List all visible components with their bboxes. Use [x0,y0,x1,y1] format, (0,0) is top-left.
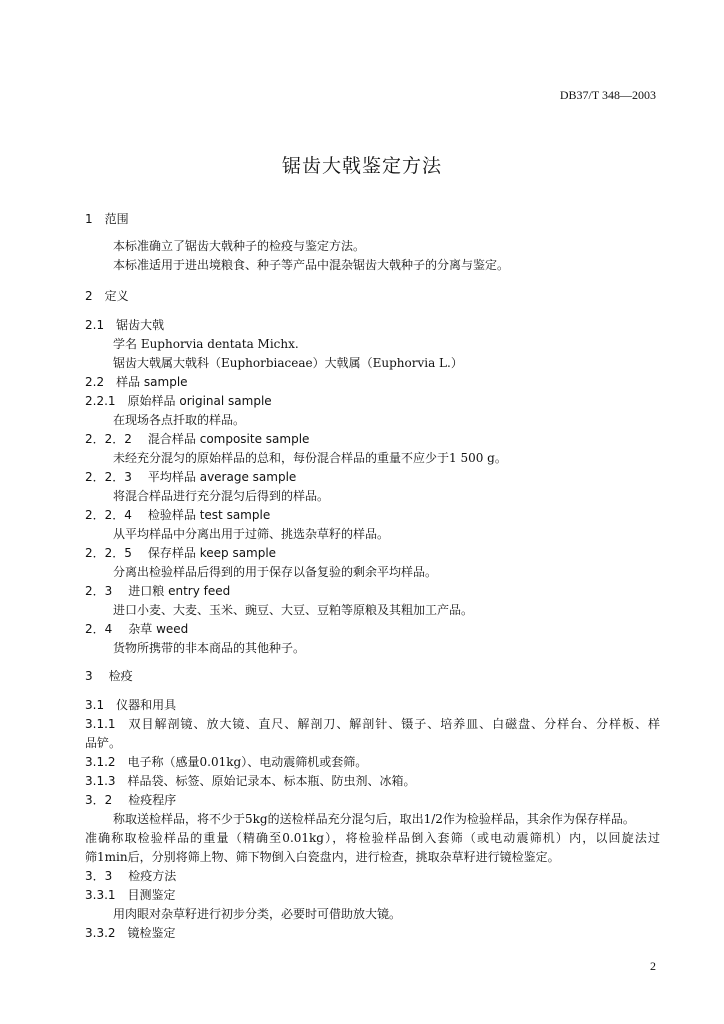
section-2-3-heading: 2．3 进口粮 entry feed [85,584,231,598]
section-2-2-2-heading: 2．2．2 混合样品 composite sample [85,432,310,446]
section-3-3-heading: 3．3 检疫方法 [85,869,177,883]
method-text: 用肉眼对杂草籽进行初步分类，必要时可借助放大镜。 [113,907,402,921]
section-2-heading: 2 定义 [85,289,129,303]
section-2-4-heading: 2．4 杂草 weed [85,622,189,636]
section-2-2-3-heading: 2．2．3 平均样品 average sample [85,470,297,484]
definition-text: 将混合样品进行充分混匀后得到的样品。 [113,489,330,503]
section-2-2-heading: 2.2 样品 sample [85,375,188,389]
definition-text: 在现场各点扦取的样品。 [113,413,246,427]
definition-text: 进口小麦、大麦、玉米、豌豆、大豆、豆粕等原粮及其粗加工产品。 [113,603,474,617]
section-2-2-5-heading: 2．2．5 保存样品 keep sample [85,546,277,560]
procedure-paragraph: 筛1min后，分别将筛上物、筛下物倒入白瓷盘内，进行检查，挑取杂草籽进行镜检鉴定。 [85,850,560,864]
scientific-name: 学名 Euphorvia dentata Michx. [113,337,299,351]
section-3-1-3-text: 3.1.3 样品袋、标签、原始记录本、标本瓶、防虫剂、冰箱。 [85,774,416,788]
section-1-paragraph: 本标准适用于进出境粮食、种子等产品中混杂锯齿大戟种子的分离与鉴定。 [113,258,510,272]
taxonomy-line: 锯齿大戟属大戟科（Euphorbiaceae）大戟属（Euphorvia L.） [113,356,463,370]
section-3-1-heading: 3.1 仪器和用具 [85,698,177,712]
procedure-paragraph: 准确称取检验样品的重量（精确至0.01kg），将检验样品倒入套筛（或电动震筛机）内，以回旋法过 [85,831,660,845]
section-3-3-2-heading: 3.3.2 镜检鉴定 [85,926,176,940]
definition-text: 分离出检验样品后得到的用于保存以备复验的剩余平均样品。 [113,565,438,579]
section-1-paragraph: 本标准确立了锯齿大戟种子的检疫与鉴定方法。 [113,239,366,253]
page-number: 2 [650,959,656,973]
standard-code: DB37/T 348—2003 [559,88,656,102]
section-3-1-1-text: 3.1.1 双目解剖镜、放大镜、直尺、解剖刀、解剖针、镊子、培养皿、白磁盘、分样台、分样板、样 [85,717,660,731]
section-1-heading: 1 范围 [85,212,129,226]
definition-text: 从平均样品中分离出用于过筛、挑选杂草籽的样品。 [113,527,390,541]
section-3-1-2-text: 3.1.2 电子称（感量0.01kg）、电动震筛机或套筛。 [85,755,368,769]
definition-text: 货物所携带的非本商品的其他种子。 [113,641,306,655]
section-3-3-1-heading: 3.3.1 目测鉴定 [85,888,176,902]
section-3-1-1-continued: 品铲。 [85,736,122,750]
page-title: 锯齿大戟鉴定方法 [281,155,442,177]
section-2-1-heading: 2.1 锯齿大戟 [85,318,165,332]
procedure-paragraph: 称取送检样品，将不少于5kg的送检样品充分混匀后，取出1/2作为检验样品，其余作为保存样品。 [113,812,635,826]
section-3-2-heading: 3．2 检疫程序 [85,793,177,807]
section-2-2-1-heading: 2.2.1 原始样品 original sample [85,394,272,408]
section-2-2-4-heading: 2．2．4 检验样品 test sample [85,508,271,522]
section-3-heading: 3 检疫 [85,669,133,683]
definition-text: 未经充分混匀的原始样品的总和，每份混合样品的重量不应少于1 500 g。 [113,451,507,465]
